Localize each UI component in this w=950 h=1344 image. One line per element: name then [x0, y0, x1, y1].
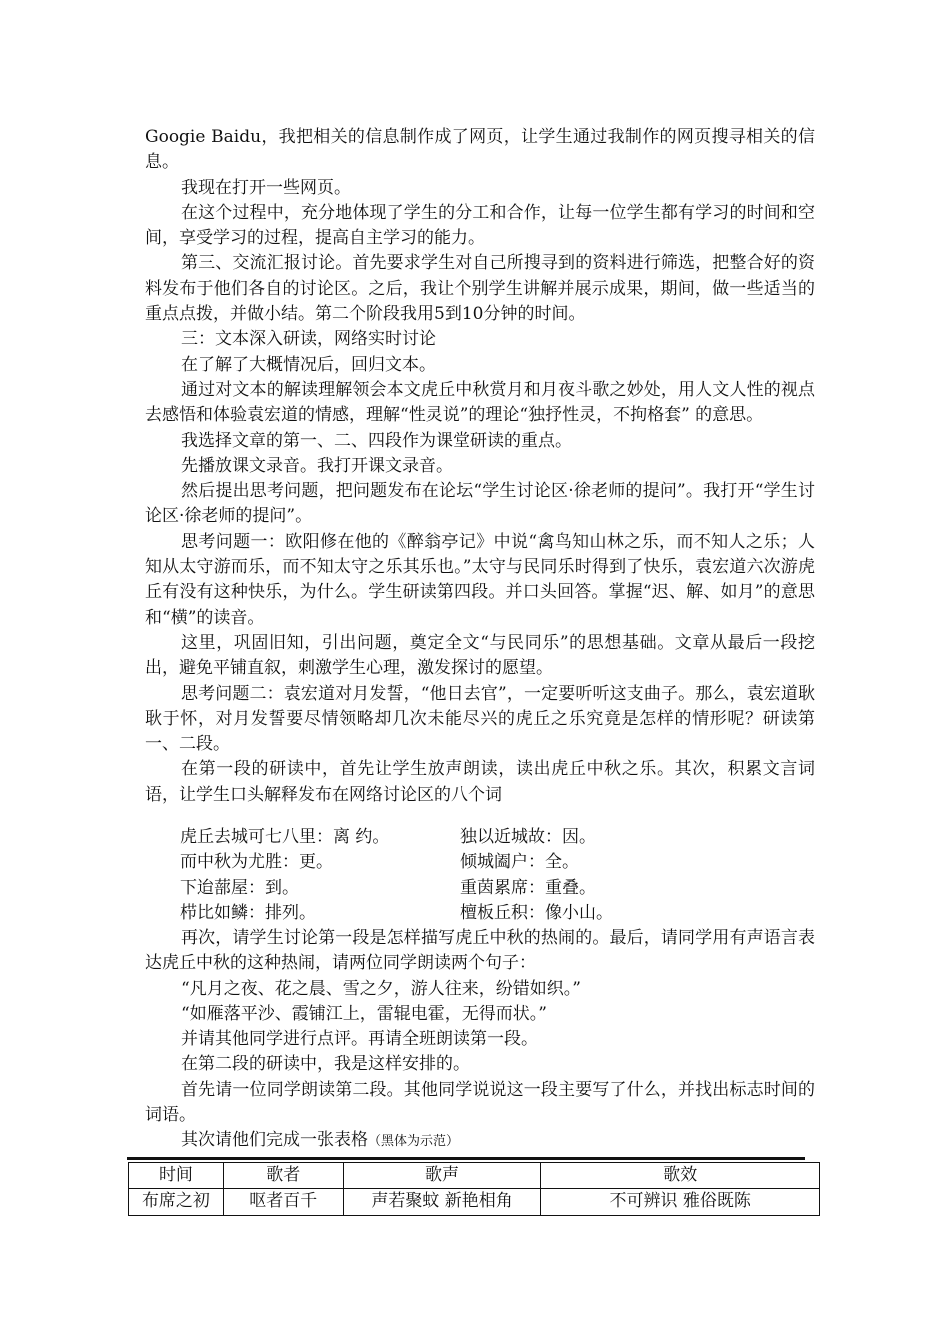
column-header: 时间 [129, 1163, 224, 1189]
vocab-item: 下迨蔀屋：到。 [180, 877, 299, 898]
table-row [129, 1189, 820, 1215]
vocab-item: 而中秋为尤胜：更。 [180, 852, 333, 873]
table-header-row [129, 1163, 820, 1189]
quote-line: “凡月之夜、花之晨、雪之夕，游人往来，纷错如织。” [181, 978, 581, 999]
song-table [128, 1162, 820, 1216]
quote-line: “如雁落平沙、霞铺江上，雷辊电霍，无得而状。” [181, 1003, 547, 1024]
table-cell: 不可辨识 雅俗既陈 [541, 1189, 820, 1215]
paragraph: 先播放课文录音。我打开课文录音。 [181, 455, 453, 476]
vocab-item: 倾城阖户：全。 [460, 852, 579, 873]
body-text-continued [145, 926, 815, 1155]
vocab-row [180, 876, 820, 901]
vocab-item: 重茵累席：重叠。 [460, 877, 596, 898]
paragraph: 在第一段的研读中，首先让学生放声朗读，读出虎丘中秋之乐。其次，积累文言词语，让学生口头解释发布在网络讨论区的八个词 [145, 759, 815, 805]
paragraph: 思考问题二：袁宏道对月发誓，“他日去官”，一定要听听这支曲子。那么，袁宏道耿耿于怀，对月发誓要尽情领略却几次未能尽兴的虎丘之乐究竟是怎样的情形呢？研读第一、二段。 [145, 683, 815, 755]
vocab-item: 独以近城故：因。 [460, 827, 596, 847]
vocab-item: 栉比如鳞：排列。 [180, 902, 316, 923]
vocab-row [180, 850, 820, 875]
column-header: 歌者 [223, 1163, 343, 1189]
table-cell: 声若聚蚊 新艳相角 [343, 1189, 541, 1215]
paragraph: 第三、交流汇报讨论。首先要求学生对自己所搜寻到的资料进行筛选，把整合好的资料发布于他们各自的讨论区。之后，我让个别学生讲解并展示成果，期间，做一些适当的重点点拨，并做小结。第二个阶段我用5到10分钟的时间。 [145, 253, 815, 325]
vocab-row [180, 901, 820, 926]
paragraph: 在了解了大概情况后，回归文本。 [181, 354, 436, 375]
paragraph: 并请其他同学进行点评。再请全班朗读第一段。 [181, 1029, 538, 1050]
paragraph: 首先请一位同学朗读第二段。其他同学说说这一段主要写了什么，并找出标志时间的词语。 [145, 1079, 815, 1126]
vocabulary-list [180, 825, 820, 926]
table-intro [145, 1128, 815, 1154]
paragraph: 通过对文本的解读理解领会本文虎丘中秋赏月和月夜斗歌之妙处，用人文人性的视点去感悟和体验袁宏道的情感，理解“性灵说”的理论“独抒性灵，不拘格套” 的意思。 [145, 379, 815, 426]
paragraph: 思考问题一：欧阳修在他的《醉翁亭记》中说“禽鸟知山林之乐，而不知人之乐；人知从太守游而乐，而不知太守之乐其乐也。”太守与民同乐时得到了快乐，袁宏道六次游虎丘有没有这种快乐，为什么。学生研读第四段。并口头回答。掌握“迟、解、如月”的意思和“横”的读音。 [145, 531, 815, 628]
body-text [145, 125, 815, 808]
paragraph: Googie Baidu，我把相关的信息制作成了网页，让学生通过我制作的网页搜寻相关的信息。 [145, 127, 815, 173]
paragraph: 在第二段的研读中，我是这样安排的。 [181, 1054, 470, 1075]
table-cell: 呕者百千 [223, 1189, 343, 1215]
paragraph: 我选择文章的第一、二、四段作为课堂研读的重点。 [181, 430, 572, 451]
paragraph: 在这个过程中，充分地体现了学生的分工和合作，让每一位学生都有学习的时间和空间，享受学习的过程，提高自主学习的能力。 [145, 202, 815, 249]
paragraph: 这里，巩固旧知，引出问题，奠定全文“与民同乐”的思想基础。文章从最后一段挖出，避免平铺直叙，刺激学生心理，激发探讨的愿望。 [145, 632, 815, 679]
column-header: 歌效 [541, 1163, 820, 1189]
table-cell: 布席之初 [129, 1189, 224, 1215]
table-intro-note: （黑体为示范） [368, 1134, 460, 1150]
table-intro-text: 其次请他们完成一张表格 [181, 1130, 368, 1151]
vocab-row [180, 825, 820, 850]
divider-rule [127, 1157, 805, 1160]
paragraph: 再次，请学生讨论第一段是怎样描写虎丘中秋的热闹的。最后，请同学用有声语言表达虎丘中秋的这种热闹，请两位同学朗读两个句子： [145, 928, 815, 974]
paragraph: 然后提出思考问题，把问题发布在论坛“学生讨论区·徐老师的提问”。我打开“学生讨论区·徐老师的提问”。 [145, 481, 815, 527]
column-header: 歌声 [343, 1163, 541, 1189]
vocab-item: 虎丘去城可七八里：离 约。 [180, 827, 390, 847]
vocab-item: 檀板丘积：像小山。 [460, 902, 613, 923]
paragraph: 我现在打开一些网页。 [181, 177, 351, 198]
section-heading: 三：文本深入研读，网络实时讨论 [181, 329, 436, 350]
